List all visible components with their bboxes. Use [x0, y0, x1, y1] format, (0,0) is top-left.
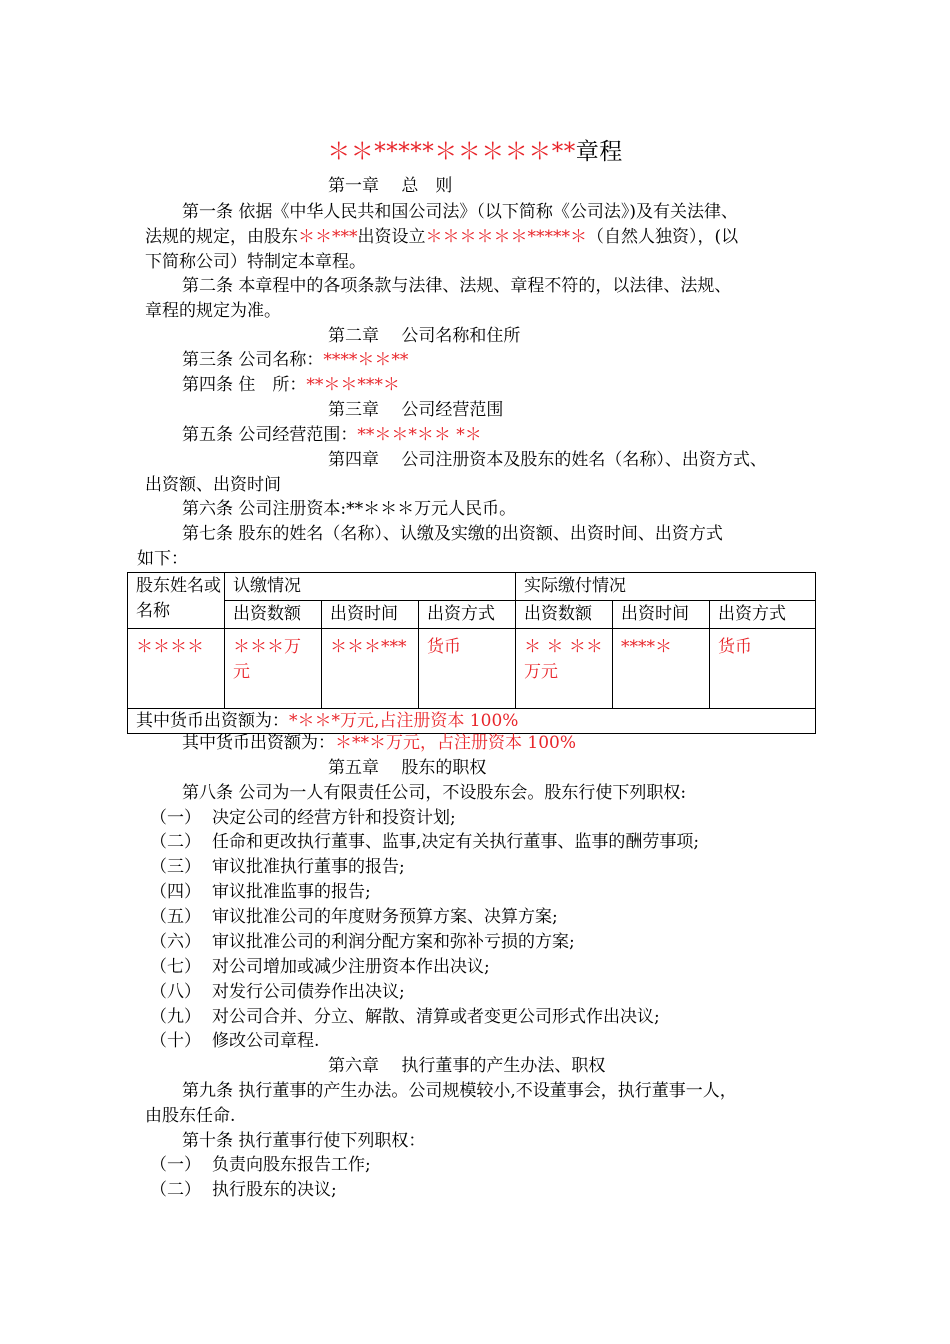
chapter-3-heading: 第三章 公司经营范围: [328, 400, 504, 420]
list-item-text: 对公司合并、分立、解散、清算或者变更公司形式作出决议;: [212, 1007, 660, 1027]
list-item: [150, 1005, 660, 1030]
table-footer: [128, 709, 816, 734]
article-4: [145, 373, 862, 398]
list-item: [150, 955, 490, 980]
list-item-number: （九）: [150, 1007, 201, 1027]
article-3: [145, 348, 862, 373]
list-item-number: （七）: [150, 957, 201, 977]
list-item-number: （十）: [150, 1031, 201, 1051]
header-sub-amount: 出资数额: [225, 601, 322, 629]
article-2-line-2: 章程的规定为准。: [145, 301, 281, 321]
chapter-5-heading: 第五章 股东的职权: [328, 758, 487, 778]
list-item-text: 负责向股东报告工作;: [212, 1155, 371, 1175]
table-header-row: [128, 573, 816, 601]
article-1-text-c: 出资设立: [357, 227, 426, 247]
list-item: [150, 1029, 319, 1054]
cell-subscribed-method: 货币: [419, 629, 516, 709]
article-9-line-1: 第九条 执行董事的产生办法。公司规模较小,不设董事会，执行董事一人，: [182, 1081, 737, 1101]
table-subheader-row: [128, 601, 816, 629]
list-item-text: 审议批准执行董事的报告;: [212, 857, 405, 877]
list-item-number: （一）: [150, 808, 201, 828]
list-item-text: 任命和更改执行董事、监事,决定有关执行董事、监事的酬劳事项;: [212, 832, 700, 852]
article-7-line-2: 如下：: [137, 549, 188, 569]
title-suffix: 章程: [575, 139, 623, 165]
list-item: [150, 1178, 337, 1203]
list-item-number: （三）: [150, 857, 201, 877]
chapter-2-heading: 第二章 公司名称和住所: [328, 326, 521, 346]
list-item: [150, 1153, 371, 1178]
list-item-text: 审议批准公司的年度财务预算方案、决算方案;: [212, 907, 558, 927]
cell-subscribed-amount: ＊＊＊万元: [225, 629, 322, 709]
article-2-line-1: 第二条 本章程中的各项条款与法律、法规、章程不符的，以法律、法规、: [182, 276, 732, 296]
company-name-redacted: ****＊＊**: [323, 350, 409, 370]
currency-line-value: ＊**＊万元，占注册资本 100%: [335, 733, 577, 753]
business-scope-redacted: **＊＊*＊＊ *＊: [357, 425, 482, 445]
article-9-line-2: 由股东任命.: [145, 1106, 236, 1126]
currency-line-label: 其中货币出资额为：: [182, 733, 335, 753]
list-item: [150, 880, 371, 905]
header-sub-time: 出资时间: [322, 601, 419, 629]
header-shareholder-name: 股东姓名或名称: [128, 573, 225, 629]
header-subscribed: 认缴情况: [225, 573, 516, 601]
article-8: 第八条 公司为一人有限责任公司，不设股东会。股东行使下列职权:: [182, 783, 687, 803]
list-item-number: （八）: [150, 982, 201, 1002]
article-7-line-1: 第七条 股东的姓名（名称）、认缴及实缴的出资额、出资时间、出资方式: [182, 524, 723, 544]
article-1-shareholder-redacted: ＊＊***: [298, 227, 358, 247]
cell-paid-method: 货币: [710, 629, 816, 709]
header-paid-method: 出资方式: [710, 601, 816, 629]
header-paid-time: 出资时间: [613, 601, 710, 629]
article-6: 第六条 公司注册资本:**＊＊＊万元人民币。: [182, 499, 517, 519]
chapter-4-heading-line-2: 出资额、出资时间: [145, 475, 281, 495]
table-footer-label: 其中货币出资额为：: [136, 711, 289, 731]
table-footer-row: [128, 709, 816, 734]
chapter-4-heading-line-1: 第四章 公司注册资本及股东的姓名（名称）、出资方式、: [328, 450, 767, 470]
list-item-text: 执行股东的决议;: [212, 1180, 337, 1200]
list-item-text: 对发行公司债券作出决议;: [212, 982, 405, 1002]
list-item: [150, 830, 699, 855]
list-item-number: （二）: [150, 1180, 201, 1200]
capital-contribution-table: [127, 572, 816, 734]
list-item-text: 对公司增加或减少注册资本作出决议;: [212, 957, 490, 977]
header-sub-method: 出资方式: [419, 601, 516, 629]
list-item-number: （二）: [150, 832, 201, 852]
header-paid-amount: 出资数额: [516, 601, 613, 629]
cell-subscribed-time: ＊＊＊***: [322, 629, 419, 709]
company-address-redacted: **＊＊***＊: [306, 375, 400, 395]
list-item-number: （五）: [150, 907, 201, 927]
list-item-text: 审议批准监事的报告;: [212, 882, 371, 902]
list-item-number: （一）: [150, 1155, 201, 1175]
header-actual-paid: 实际缴付情况: [516, 573, 816, 601]
list-item-number: （六）: [150, 932, 201, 952]
cell-paid-time: ****＊: [613, 629, 710, 709]
list-item-text: 审议批准公司的利润分配方案和弥补亏损的方案;: [212, 932, 575, 952]
title-redacted-name: ＊＊*****＊＊＊＊＊**: [327, 139, 576, 165]
list-item: [150, 905, 558, 930]
chapter-6-heading: 第六章 执行董事的产生办法、职权: [328, 1056, 606, 1076]
article-5: [145, 423, 862, 448]
list-item-text: 决定公司的经营方针和投资计划;: [212, 808, 456, 828]
list-item: [150, 806, 456, 831]
article-1-line-3: 下简称公司）特制定本章程。: [145, 252, 366, 272]
article-1-text-a: 法规的规定，由股东: [145, 227, 298, 247]
article-10: 第十条 执行董事行使下列职权：: [182, 1131, 426, 1151]
article-1-company-redacted: ＊＊＊＊＊＊*****＊: [425, 227, 587, 247]
table-footer-value: *＊＊*万元,占注册资本 100%: [289, 711, 519, 731]
article-1-line-1: 第一条 依据《中华人民共和国公司法》（以下简称《公司法》)及有关法律、: [182, 202, 739, 222]
list-item: [150, 855, 405, 880]
article-1-text-e: （自然人独资），(以: [587, 227, 739, 247]
cell-shareholder-name: ＊＊＊＊: [128, 629, 225, 709]
currency-contribution-line: [145, 731, 862, 756]
list-item-number: （四）: [150, 882, 201, 902]
list-item: [150, 930, 575, 955]
document-title: [0, 133, 950, 166]
article-4-label: 第四条 住 所：: [182, 375, 307, 395]
table-row: [128, 629, 816, 709]
article-5-label: 第五条 公司经营范围：: [182, 425, 358, 445]
list-item: [150, 980, 405, 1005]
cell-paid-amount: ＊ ＊ ＊＊万元: [516, 629, 613, 709]
list-item-text: 修改公司章程.: [212, 1031, 320, 1051]
article-1-line-2: [145, 225, 825, 250]
article-3-label: 第三条 公司名称：: [182, 350, 324, 370]
chapter-1-heading: 第一章 总 则: [328, 176, 453, 196]
